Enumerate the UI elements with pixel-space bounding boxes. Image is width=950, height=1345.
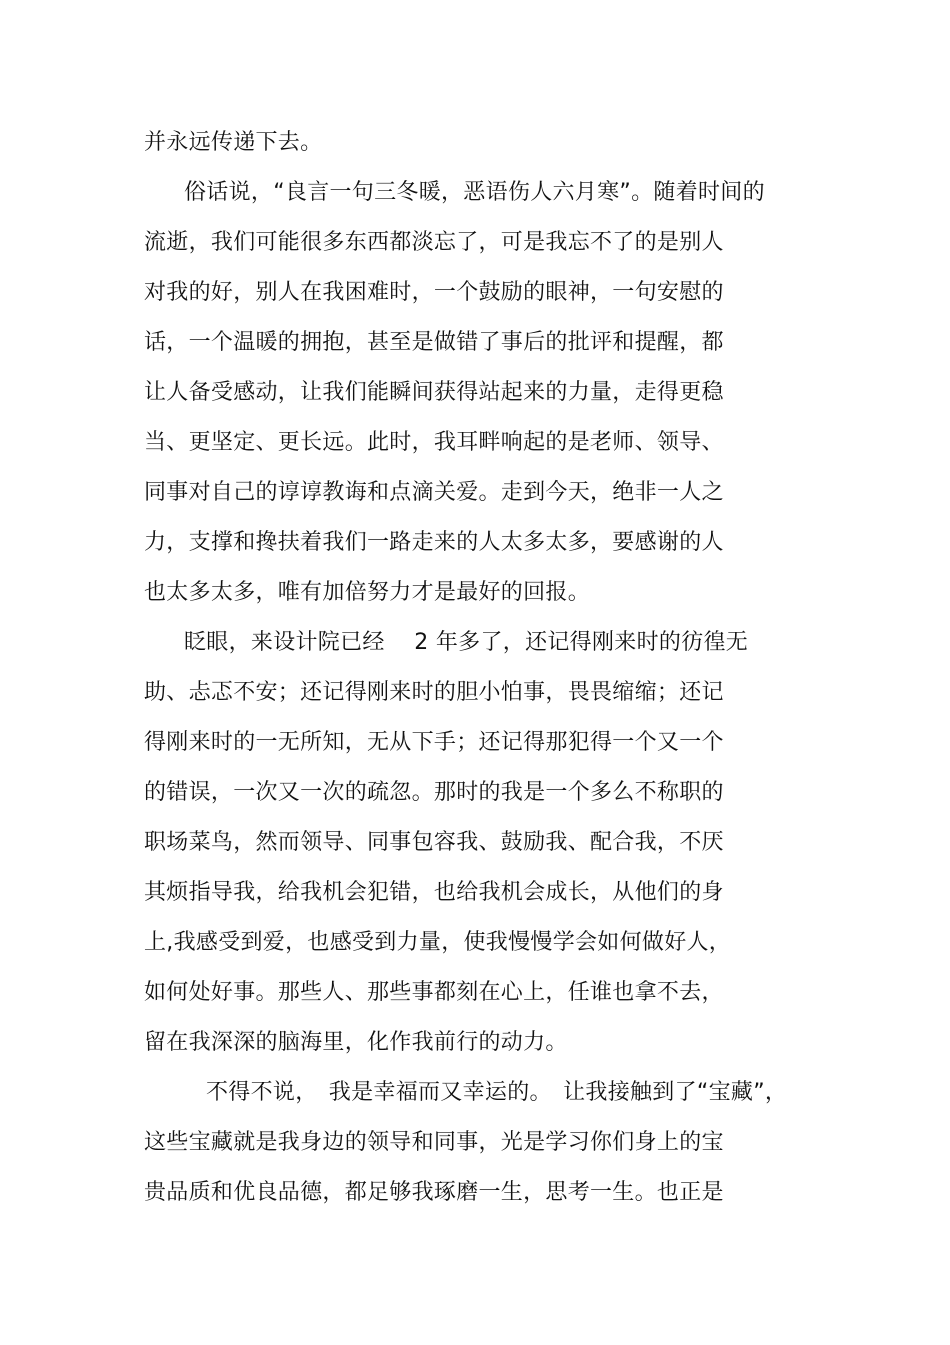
text-line: 职场菜鸟，然而领导、同事包容我、鼓励我、配合我，不厌 [144,830,724,855]
text-line: 得刚来时的一无所知，无从下手；还记得那犯得一个又一个 [144,730,724,755]
text-line: 流逝，我们可能很多东西都淡忘了，可是我忘不了的是别人 [144,230,724,255]
paragraph-start-line: 不得不说， 我是幸福而又幸运的。 让我接触到了“宝藏”， [206,1080,788,1105]
text-line: 留在我深深的脑海里，化作我前行的动力。 [144,1030,568,1055]
text-line: 力，支撑和搀扶着我们一路走来的人太多太多，要感谢的人 [144,530,724,555]
text-line: 如何处好事。那些人、那些事都刻在心上，任谁也拿不去， [144,980,724,1005]
text-line: 同事对自己的谆谆教诲和点滴关爱。走到今天，绝非一人之 [144,480,724,505]
text-line: 助、忐忑不安；还记得刚来时的胆小怕事，畏畏缩缩；还记 [144,680,724,705]
text-line: 让人备受感动，让我们能瞬间获得站起来的力量，走得更稳 [144,380,724,405]
text-line: 这些宝藏就是我身边的领导和同事，光是学习你们身上的宝 [144,1130,724,1155]
text-line: 话，一个温暖的拥抱，甚至是做错了事后的批评和提醒，都 [144,330,724,355]
text-line: 的错误，一次又一次的疏忽。那时的我是一个多么不称职的 [144,780,724,805]
text-line: 也太多太多，唯有加倍努力才是最好的回报。 [144,580,591,605]
paragraph-start-line: 眨眼，来设计院已经 2 年多了，还记得刚来时的彷徨无 [184,630,749,655]
text-line: 当、更坚定、更长远。此时，我耳畔响起的是老师、领导、 [144,430,724,455]
text-line: 并永远传递下去。 [144,130,323,155]
paragraph-start-line: 俗话说，“良言一句三冬暖，恶语伤人六月寒”。随着时间的 [184,180,765,205]
text-line: 其烦指导我，给我机会犯错，也给我机会成长，从他们的身 [144,880,724,905]
text-line: 对我的好，别人在我困难时，一个鼓励的眼神，一句安慰的 [144,280,724,305]
text-line: 上,我感受到爱，也感受到力量，使我慢慢学会如何做好人， [144,930,732,955]
text-line: 贵品质和优良品德，都足够我琢磨一生，思考一生。也正是 [144,1180,724,1205]
